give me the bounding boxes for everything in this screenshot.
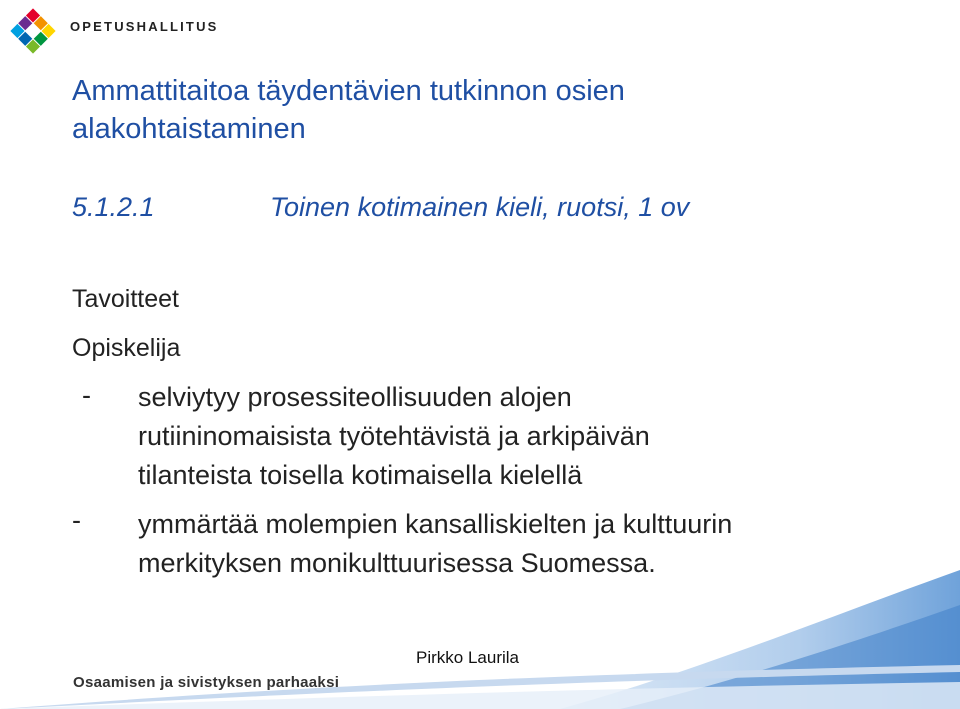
slide-title-line1: Ammattitaitoa täydentävien tutkinnon osien bbox=[72, 75, 625, 107]
goals-heading: Tavoitteet bbox=[72, 285, 180, 313]
bullet-line: selviytyy prosessiteollisuuden alojen bbox=[138, 382, 572, 412]
bullet-line: rutiininomaisista työtehtävistä ja arkipäivän bbox=[138, 421, 650, 451]
bullet-dash: - bbox=[82, 380, 91, 410]
footer-slogan: Osaamisen ja sivistyksen parhaaksi bbox=[73, 674, 340, 691]
bullet-line: ymmärtää molempien kansalliskielten ja kulttuurin bbox=[138, 509, 733, 539]
learner-label: Opiskelija bbox=[72, 334, 181, 362]
bullet-line: tilanteista toisella kotimaisella kielellä bbox=[138, 460, 583, 490]
slide-title-line2: alakohtaistaminen bbox=[72, 113, 306, 145]
section-code: 5.1.2.1 bbox=[72, 192, 155, 222]
slide-title bbox=[72, 72, 892, 148]
bullet-dash: - bbox=[72, 505, 81, 535]
org-name: OPETUSHALLITUS bbox=[70, 19, 219, 34]
section-name: Toinen kotimainen kieli, ruotsi, 1 ov bbox=[270, 192, 690, 222]
opetushallitus-logo-icon bbox=[6, 4, 60, 58]
presenter-name: Pirkko Laurila bbox=[416, 648, 519, 667]
bullet-line: merkityksen monikulttuurisessa Suomessa. bbox=[138, 548, 656, 578]
bullet-item bbox=[138, 378, 898, 495]
